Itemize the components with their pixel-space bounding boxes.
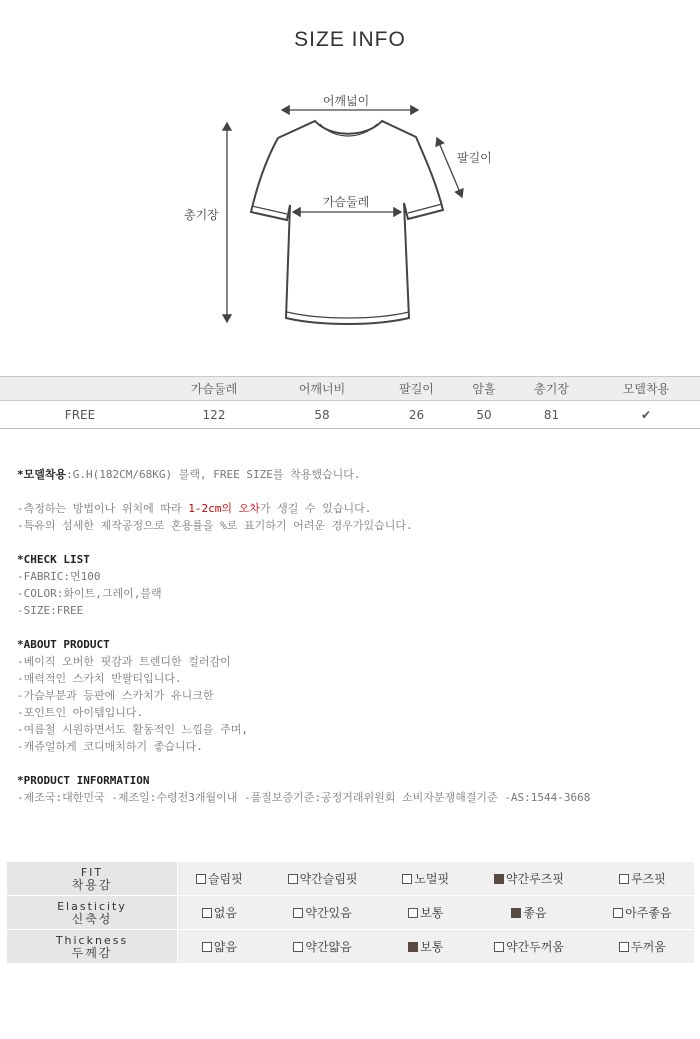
model-note xyxy=(17,466,687,483)
unchecked-box-icon xyxy=(202,908,212,918)
fit-option-label: 약간두꺼움 xyxy=(505,940,564,954)
fit-option-label: 얇음 xyxy=(213,940,237,954)
fit-option xyxy=(467,896,591,930)
table-row xyxy=(0,401,700,429)
list-item: -캐쥬얼하게 코디매치하기 좋습니다. xyxy=(17,740,203,753)
list-item: -SIZE:FREE xyxy=(17,604,84,617)
fit-option xyxy=(384,896,467,930)
fit-option-label: 약간얇음 xyxy=(305,940,352,954)
unchecked-box-icon xyxy=(202,942,212,952)
fit-row-title-en: Thickness xyxy=(55,933,129,947)
header-cell: 암홀 xyxy=(457,377,511,401)
header-cell: 어깨너비 xyxy=(268,377,376,401)
unchecked-box-icon xyxy=(408,908,418,918)
measure-note xyxy=(17,500,687,517)
fit-option xyxy=(467,862,591,896)
fit-option-label: 아주좋음 xyxy=(625,906,672,920)
unchecked-box-icon xyxy=(288,874,298,884)
fit-option xyxy=(384,862,467,896)
header-cell: 모델착용 xyxy=(592,377,700,401)
header-cell: 가슴둘레 xyxy=(160,377,268,401)
measure-text: 가 생길 수 있습니다. xyxy=(259,502,372,515)
model-text: :G.H(182CM/68KG) 블랙, FREE SIZE를 착용했습니다. xyxy=(66,468,361,481)
list-item: -포인트인 아이템입니다. xyxy=(17,706,144,719)
sleeve-label: 팔길이 xyxy=(457,151,492,165)
table-cell: 58 xyxy=(268,401,376,429)
fit-row-header xyxy=(7,930,178,964)
fit-option xyxy=(178,862,261,896)
tshirt-outline xyxy=(251,121,443,324)
fit-option xyxy=(178,930,261,964)
measure-text: -측정하는 방법이나 위치에 따라 xyxy=(17,502,189,515)
section-heading: *ABOUT PRODUCT xyxy=(17,638,110,651)
fit-option xyxy=(178,896,261,930)
fit-option-label: 없음 xyxy=(213,906,237,920)
size-table-header xyxy=(0,377,700,401)
page-title: SIZE INFO xyxy=(294,28,406,51)
fit-option xyxy=(591,862,694,896)
table-cell: 81 xyxy=(511,401,592,429)
unchecked-box-icon xyxy=(293,908,303,918)
size-table xyxy=(0,376,700,429)
checked-box-icon xyxy=(511,908,521,918)
chest-label: 가슴둘레 xyxy=(322,195,370,209)
fabric-note: -특유의 섬세한 제작공정으로 혼용률을 %로 표기하기 어려운 경우가있습니다. xyxy=(17,519,413,532)
checked-box-icon xyxy=(408,942,418,952)
sleeve-arrow xyxy=(437,138,462,197)
list-item: -가슴부분과 등판에 스카치가 유니크한 xyxy=(17,689,214,702)
fit-row-header xyxy=(7,862,178,896)
fit-option-label: 노멀핏 xyxy=(414,872,450,886)
unchecked-box-icon xyxy=(619,874,629,884)
fit-option xyxy=(467,930,591,964)
fit-row-header xyxy=(7,896,178,930)
fit-row xyxy=(7,896,694,930)
fit-table xyxy=(7,862,694,964)
fit-option xyxy=(591,896,694,930)
header-cell xyxy=(0,377,160,401)
shoulder-label: 어깨넓이 xyxy=(322,94,370,108)
header-cell: 팔길이 xyxy=(376,377,457,401)
fit-row-title-ko: 착용감 xyxy=(71,877,113,892)
fit-option-label: 보통 xyxy=(420,906,444,920)
table-cell: 26 xyxy=(376,401,457,429)
unchecked-box-icon xyxy=(402,874,412,884)
table-cell: 122 xyxy=(160,401,268,429)
unchecked-box-icon xyxy=(613,908,623,918)
unchecked-box-icon xyxy=(494,942,504,952)
length-label: 총기장 xyxy=(184,208,219,222)
fit-row-title-ko: 신축성 xyxy=(71,911,113,926)
fit-option-label: 보통 xyxy=(420,940,444,954)
fit-option xyxy=(591,930,694,964)
unchecked-box-icon xyxy=(619,942,629,952)
fit-row-title-en: FIT xyxy=(80,865,104,879)
error-range: 1-2cm의 오차 xyxy=(188,502,260,515)
fit-row xyxy=(7,862,694,896)
fit-option-label: 약간슬림핏 xyxy=(299,872,358,886)
unchecked-box-icon xyxy=(293,942,303,952)
fit-option-label: 좋음 xyxy=(523,906,547,920)
product-notes xyxy=(17,466,687,806)
fit-option xyxy=(261,930,385,964)
table-cell: 50 xyxy=(457,401,511,429)
fit-row-title-en: Elasticity xyxy=(57,899,127,913)
section-heading: *CHECK LIST xyxy=(17,553,90,566)
fit-option xyxy=(384,930,467,964)
list-item: -베이직 오버한 핏감과 트렌디한 컬러감이 xyxy=(17,655,231,668)
fit-option xyxy=(261,862,385,896)
size-name: FREE xyxy=(0,401,160,429)
list-item: -매력적인 스카치 반팔티입니다. xyxy=(17,672,182,685)
unchecked-box-icon xyxy=(196,874,206,884)
header-cell: 총기장 xyxy=(511,377,592,401)
fit-option-label: 약간루즈핏 xyxy=(505,872,564,886)
list-item: -FABRIC:면100 xyxy=(17,570,101,583)
section-heading: *모델착용 xyxy=(17,468,67,481)
checked-box-icon xyxy=(494,874,504,884)
fit-row xyxy=(7,930,694,964)
fit-option xyxy=(261,896,385,930)
fit-option-label: 루즈핏 xyxy=(631,872,666,886)
fit-row-title-ko: 두께감 xyxy=(71,945,113,960)
fit-option-label: 두꺼움 xyxy=(631,940,666,954)
checkmark-icon: ✔ xyxy=(592,401,700,429)
tshirt-diagram xyxy=(0,0,700,360)
fit-option-label: 약간있음 xyxy=(305,906,352,920)
list-item: -여름철 시원하면서도 활동적인 느낌을 주며, xyxy=(17,723,249,736)
list-item: -COLOR:화이트,그레이,블랙 xyxy=(17,587,162,600)
product-info-line: -제조국:대한민국 -제조일:수령전3개월이내 -품질보증기준:공정거래위원회 소비자분쟁해결기준 -AS:1544-3668 xyxy=(17,791,591,804)
fit-option-label: 슬림핏 xyxy=(207,872,243,886)
section-heading: *PRODUCT INFORMATION xyxy=(17,774,150,787)
